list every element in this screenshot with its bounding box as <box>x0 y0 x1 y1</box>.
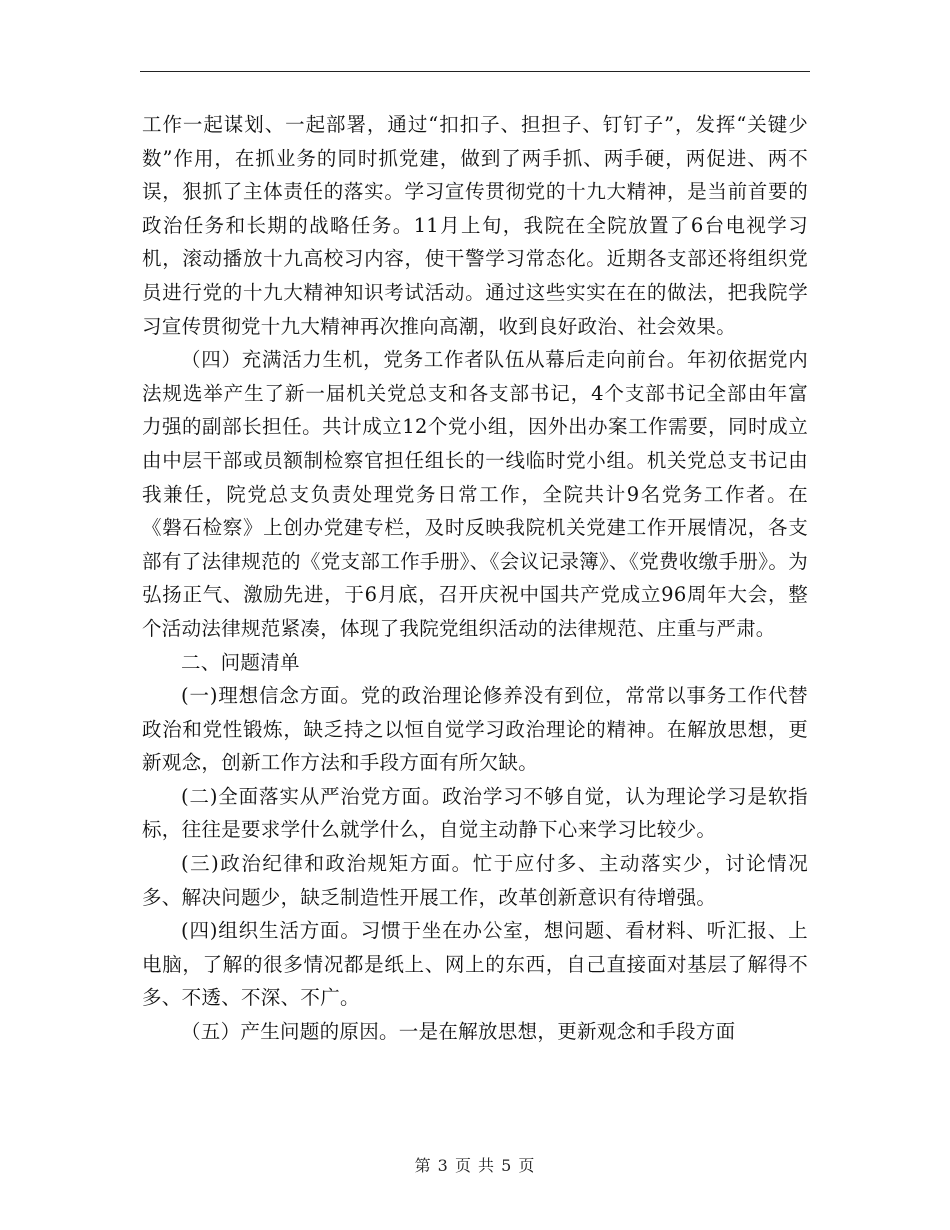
paragraph-continuation: 工作一起谋划、一起部署，通过“扣扣子、担担子、钉钉子”，发挥“关键少数”作用，在抓业务的同时抓党建，做到了两手抓、两手硬，两促进、两不误，狠抓了主体责任的落实。学习宣传贯彻党的十九大精神，是当前首要的政治任务和长期的战略任务。11月上旬，我院在全院放置了6台电视学习机，滚动播放十九高校习内容，使干警学习常态化。近期各支部还将组织党员进行党的十九大精神知识考试活动。通过这些实实在在的做法，把我院学习宣传贯彻党十九大精神再次推向高潮，收到良好政治、社会效果。 <box>142 113 808 338</box>
document-body <box>142 108 808 1049</box>
heading-problem-list: 二、问题清单 <box>181 650 300 674</box>
paragraph-problem-2: (二)全面落实从严治党方面。政治学习不够自觉，认为理论学习是软指标，往往是要求学什么就学什么，自觉主动静下心来学习比较少。 <box>142 784 808 842</box>
paragraph-problem-4: (四)组织生活方面。习惯于坐在办公室，想问题、看材料、听汇报、上电脑，了解的很多情况都是纸上、网上的东西，自己直接面对基层了解得不多、不透、不深、不广。 <box>142 919 808 1010</box>
paragraph-section-4: （四）充满活力生机，党务工作者队伍从幕后走向前台。年初依据党内法规选举产生了新一届机关党总支和各支部书记，4个支部书记全部由年富力强的副部长担任。共计成立12个党小组，因外出办案工作需要，同时成立由中层干部或员额制检察官担任组长的一线临时党小组。机关党总支书记由我兼任，院党总支负责处理党务日常工作，全院共计9名党务工作者。在《磐石检察》上创办党建专栏，及时反映我院机关党建工作开展情况，各支部有了法律规范的《党支部工作手册》、《会议记录簿》、《党费收缴手册》。为弘扬正气、激励先进，于6月底，召开庆祝中国共产党成立96周年大会，整个活动法律规范紧凑，体现了我院党组织活动的法律规范、庄重与严肃。 <box>142 348 808 640</box>
paragraph-problem-1: (一)理想信念方面。党的政治理论修养没有到位，常常以事务工作代替政治和党性锻炼，缺乏持之以恒自觉学习政治理论的精神。在解放思想，更新观念，创新工作方法和手段方面有所欠缺。 <box>142 684 808 775</box>
page-footer: 第 3 页 共 5 页 <box>414 1156 536 1175</box>
paragraph-problem-5: （五）产生问题的原因。一是在解放思想，更新观念和手段方面 <box>181 1020 736 1044</box>
header-rule <box>140 71 810 72</box>
paragraph-problem-3: (三)政治纪律和政治规矩方面。忙于应付多、主动落实少，讨论情况多、解决问题少，缺乏制造性开展工作，改革创新意识有待增强。 <box>142 852 808 909</box>
